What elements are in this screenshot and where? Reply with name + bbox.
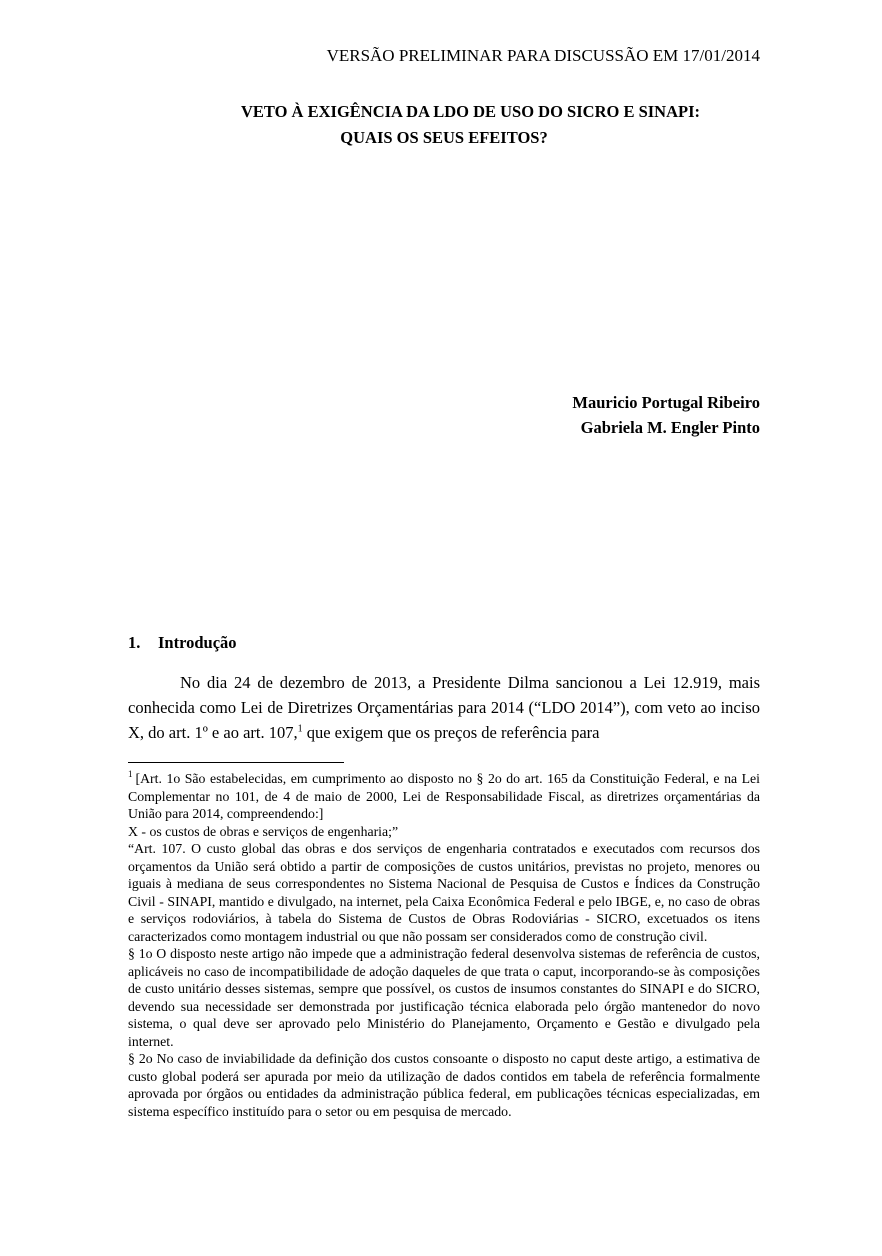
footnote-paragraph: “Art. 107. O custo global das obras e dos serviços de engenharia contratados e executados com recursos dos orçamentos da União será obtido a partir de composições de custos unitários, previstas no projeto, menores ou iguais à mediana de seus correspondentes no Sistema Nacional de Pesquisa de Custos e Índices da Construção Civil - SINAPI, mantido e divulgado, na internet, pela Caixa Econômica Federal e pelo IBGE, e, no caso de obras e serviços rodoviários, à tabela do Sistema de Custos de Obras Rodoviárias - SICRO, excetuados os itens caracterizados como montagem industrial ou que não possam ser considerados como de construção civil. <box>128 841 760 944</box>
footnote-text <box>128 770 760 1120</box>
document-title <box>128 99 760 151</box>
footnote-marker: 1 <box>128 769 133 780</box>
title-line-2: QUAIS OS SEUS EFEITOS? <box>340 128 548 147</box>
footnote-paragraph: § 2o No caso de inviabilidade da definição dos custos consoante o disposto no caput deste artigo, a estimativa de custo global poderá ser apurada por meio da utilização de dados contidos em tabela de referência formalmente aprovada por órgãos ou entidades da administração pública federal, em publicações técnicas especializadas, em sistema específico instituído para o setor ou em pesquisa de mercado. <box>128 1051 760 1119</box>
footnote-paragraph: § 1o O disposto neste artigo não impede que a administração federal desenvolva sistemas de referência de custos, aplicáveis no caso de incompatibilidade de adoção daqueles de que trata o caput, incorporando-se às composições de custo unitário desses sistemas, sempre que possível, os custos de insumos constantes do SINAPI e do SICRO, devendo sua necessidade ser demonstrada por justificação técnica elaborada pelo órgão mantenedor do novo sistema, o qual deve ser aprovado pelo Ministério do Planejamento, Orçamento e Gestão e divulgado pela internet. <box>128 946 760 1049</box>
author-name-1: Mauricio Portugal Ribeiro <box>572 393 760 412</box>
draft-version-header: VERSÃO PRELIMINAR PARA DISCUSSÃO EM 17/01/2014 <box>326 46 760 65</box>
footnote-area <box>128 762 760 1120</box>
authors-block <box>128 390 760 440</box>
intro-paragraph-text-continued: que exigem que os preços de referência para <box>302 723 600 742</box>
title-line-1: VETO À EXIGÊNCIA DA LDO DE USO DO SICRO E SINAPI: <box>240 102 701 121</box>
footnote-reference: 1 <box>297 723 303 735</box>
section-heading-introduction <box>128 630 760 655</box>
footnote-paragraph-text: [Art. 1o São estabelecidas, em cumprimento ao disposto no § 2o do art. 165 da Constituição Federal, e na Lei Complementar no 101, de 4 de maio de 2000, Lei de Responsabilidade Fiscal, as diretrizes orçamentárias da União para 2014, compreendendo:] <box>128 771 760 821</box>
section-number: 1. <box>128 633 141 652</box>
intro-paragraph-text: No dia 24 de dezembro de 2013, a Presidente Dilma sancionou a Lei 12.919, mais conhecida como Lei de Diretrizes Orçamentárias para 2014 (“LDO 2014”), com veto ao inciso X, do art. 1º e ao art. 107, <box>128 673 760 742</box>
section-title: Introdução <box>158 633 237 652</box>
author-name-2: Gabriela M. Engler Pinto <box>580 418 760 437</box>
footnote-paragraph: X - os custos de obras e serviços de engenharia;” <box>128 823 399 839</box>
footnote-paragraph <box>128 770 760 823</box>
footnote-separator-rule <box>128 762 344 763</box>
intro-paragraph <box>128 670 760 745</box>
